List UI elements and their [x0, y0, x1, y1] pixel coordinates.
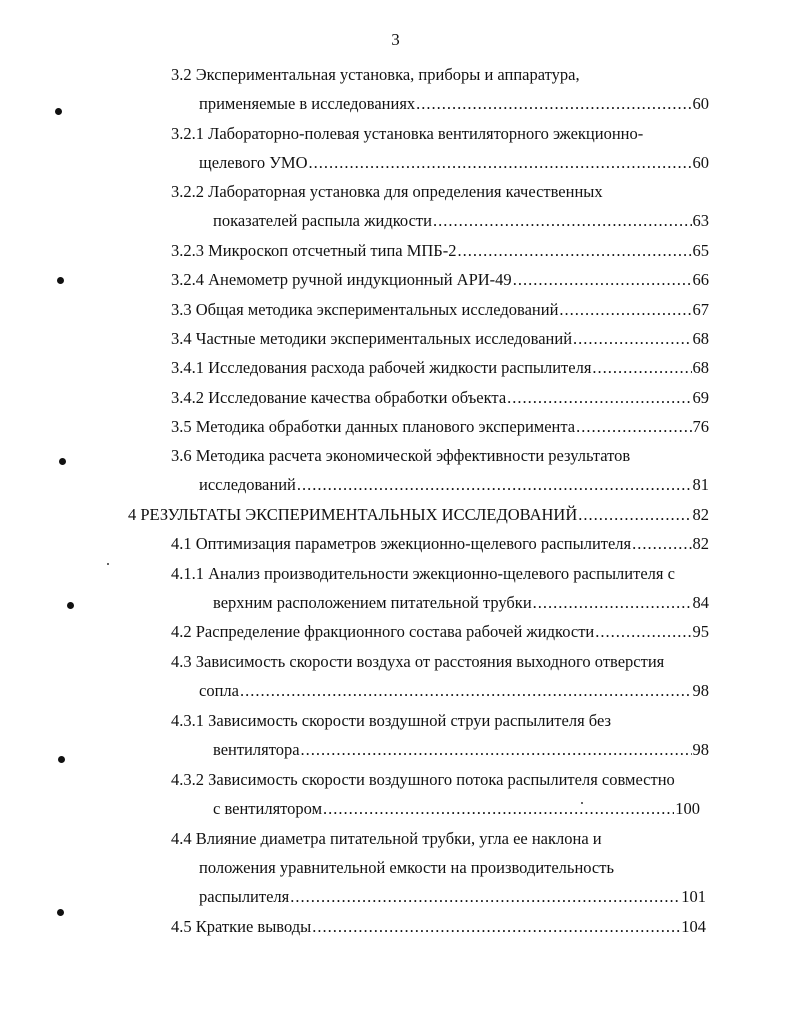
toc-entry [199, 681, 709, 701]
toc-page-number: 98 [692, 740, 709, 759]
toc-leader [297, 475, 692, 495]
toc-entry-text: щелевого УМО [199, 153, 308, 172]
toc-leader [301, 740, 692, 760]
toc-entry-text: распылителя [199, 887, 290, 906]
toc-entry-text: верхним расположением питательной трубки [213, 593, 532, 612]
toc-entry [171, 358, 709, 378]
toc-page-number: 68 [692, 329, 709, 348]
toc-entry-line: 3.2 Экспериментальная установка, приборы и аппаратура, [171, 65, 580, 84]
toc-leader [507, 388, 691, 408]
toc-entry [171, 388, 709, 408]
toc-leader [592, 358, 691, 378]
toc-leader [458, 241, 692, 261]
toc-leader [240, 681, 692, 701]
toc-page-number: 67 [692, 300, 709, 319]
toc-entry [213, 740, 709, 760]
toc-entry [171, 917, 706, 937]
toc-entry [199, 887, 706, 907]
binder-hole [59, 458, 66, 465]
toc-page-number: 60 [692, 153, 709, 172]
binder-hole [67, 602, 74, 609]
toc-entry-text: 3.4.2 Исследование качества обработки объекта [171, 388, 507, 407]
binder-hole [58, 756, 65, 763]
toc-entry [171, 241, 709, 261]
toc-page-number: 82 [692, 505, 709, 524]
toc-entry-text: 3.2.4 Анемометр ручной индукционный АРИ-49 [171, 270, 512, 289]
toc-entry-text: 4.5 Краткие выводы [171, 917, 312, 936]
toc-entry [213, 799, 700, 819]
toc-entry-text: 3.4 Частные методики экспериментальных исследований [171, 329, 573, 348]
toc-entry-line: положения уравнительной емкости на производительность [199, 858, 614, 877]
toc-leader [309, 153, 692, 173]
toc-entry-line: 3.2.1 Лабораторно-полевая установка вентиляторного эжекционно- [171, 124, 644, 143]
toc-entry-line: 4.3 Зависимость скорости воздуха от расстояния выходного отверстия [171, 652, 665, 671]
toc-entry-line: 4.4 Влияние диаметра питательной трубки, угла ее наклона и [171, 829, 602, 848]
toc-chapter-entry [128, 505, 709, 525]
toc-leader [595, 622, 691, 642]
toc-page-number: 68 [692, 358, 709, 377]
toc-page-number: 60 [692, 94, 709, 113]
toc-page-number: 101 [681, 887, 706, 906]
toc-page-number: 65 [692, 241, 709, 260]
binder-hole [57, 909, 64, 916]
toc-entry-text: показателей распыла жидкости [213, 211, 432, 230]
toc-entry-text: сопла [199, 681, 239, 700]
toc-leader [632, 534, 691, 554]
toc-entry-text: 3.2.3 Микроскоп отсчетный типа МПБ-2 [171, 241, 457, 260]
toc-entry-text: 3.3 Общая методика экспериментальных исследований [171, 300, 559, 319]
toc-page-number: 104 [681, 917, 706, 936]
toc-entry [199, 94, 709, 114]
toc-page-number: 69 [692, 388, 709, 407]
toc-entry [213, 211, 709, 231]
toc-leader [290, 887, 680, 907]
toc-entry [171, 534, 709, 554]
toc-page-number: 100 [675, 799, 700, 818]
toc-entry-text: 4 РЕЗУЛЬТАТЫ ЭКСПЕРИМЕНТАЛЬНЫХ ИССЛЕДОВАНИЙ [128, 505, 578, 524]
toc-entry-text: исследований [199, 475, 296, 494]
toc-entry-text: с вентилятором [213, 799, 323, 818]
toc-entry [171, 300, 709, 320]
toc-entry [171, 270, 709, 290]
scan-speck [107, 563, 109, 565]
toc-entry [171, 622, 709, 642]
toc-entry-text: 3.4.1 Исследования расхода рабочей жидкости распылителя [171, 358, 592, 377]
toc-page-number: 66 [692, 270, 709, 289]
toc-entry [199, 475, 709, 495]
toc-entry-line: 4.3.2 Зависимость скорости воздушного потока распылителя совместно [171, 770, 675, 789]
toc-entry-text: 4.2 Распределение фракционного состава рабочей жидкости [171, 622, 595, 641]
toc-page-number: 63 [692, 211, 709, 230]
toc-entry-line: 3.6 Методика расчета экономической эффективности результатов [171, 446, 631, 465]
toc-leader [433, 211, 692, 231]
toc-entry-text: вентилятора [213, 740, 300, 759]
toc-leader [578, 505, 691, 525]
toc-leader [323, 799, 674, 819]
toc-leader [533, 593, 692, 613]
toc-entry [199, 153, 709, 173]
toc-entry-text: применяемые в исследованиях [199, 94, 416, 113]
toc-leader [416, 94, 691, 114]
toc-page-number: 98 [692, 681, 709, 700]
toc-entry [213, 593, 709, 613]
binder-hole [55, 108, 62, 115]
binder-hole [57, 277, 64, 284]
toc-entry [171, 329, 709, 349]
toc-entry-text: 4.1 Оптимизация параметров эжекционно-щелевого распылителя [171, 534, 632, 553]
toc-page-number: 76 [692, 417, 709, 436]
toc-entry-text: 3.5 Методика обработки данных планового эксперимента [171, 417, 576, 436]
toc-page-number: 95 [692, 622, 709, 641]
toc-entry-line: 3.2.2 Лабораторная установка для определения качественных [171, 182, 603, 201]
toc-page-number: 82 [692, 534, 709, 553]
toc-entry-line: 4.1.1 Анализ производительности эжекционно-щелевого распылителя с [171, 564, 675, 583]
toc-leader [576, 417, 691, 437]
toc-leader [573, 329, 691, 349]
toc-leader [513, 270, 692, 290]
toc-entry [171, 417, 709, 437]
toc-leader [312, 917, 680, 937]
toc-page-number: 84 [692, 593, 709, 612]
toc-page-number: 81 [692, 475, 709, 494]
toc-leader [559, 300, 691, 320]
toc-entry-line: 4.3.1 Зависимость скорости воздушной струи распылителя без [171, 711, 612, 730]
page-number: 3 [391, 30, 400, 49]
